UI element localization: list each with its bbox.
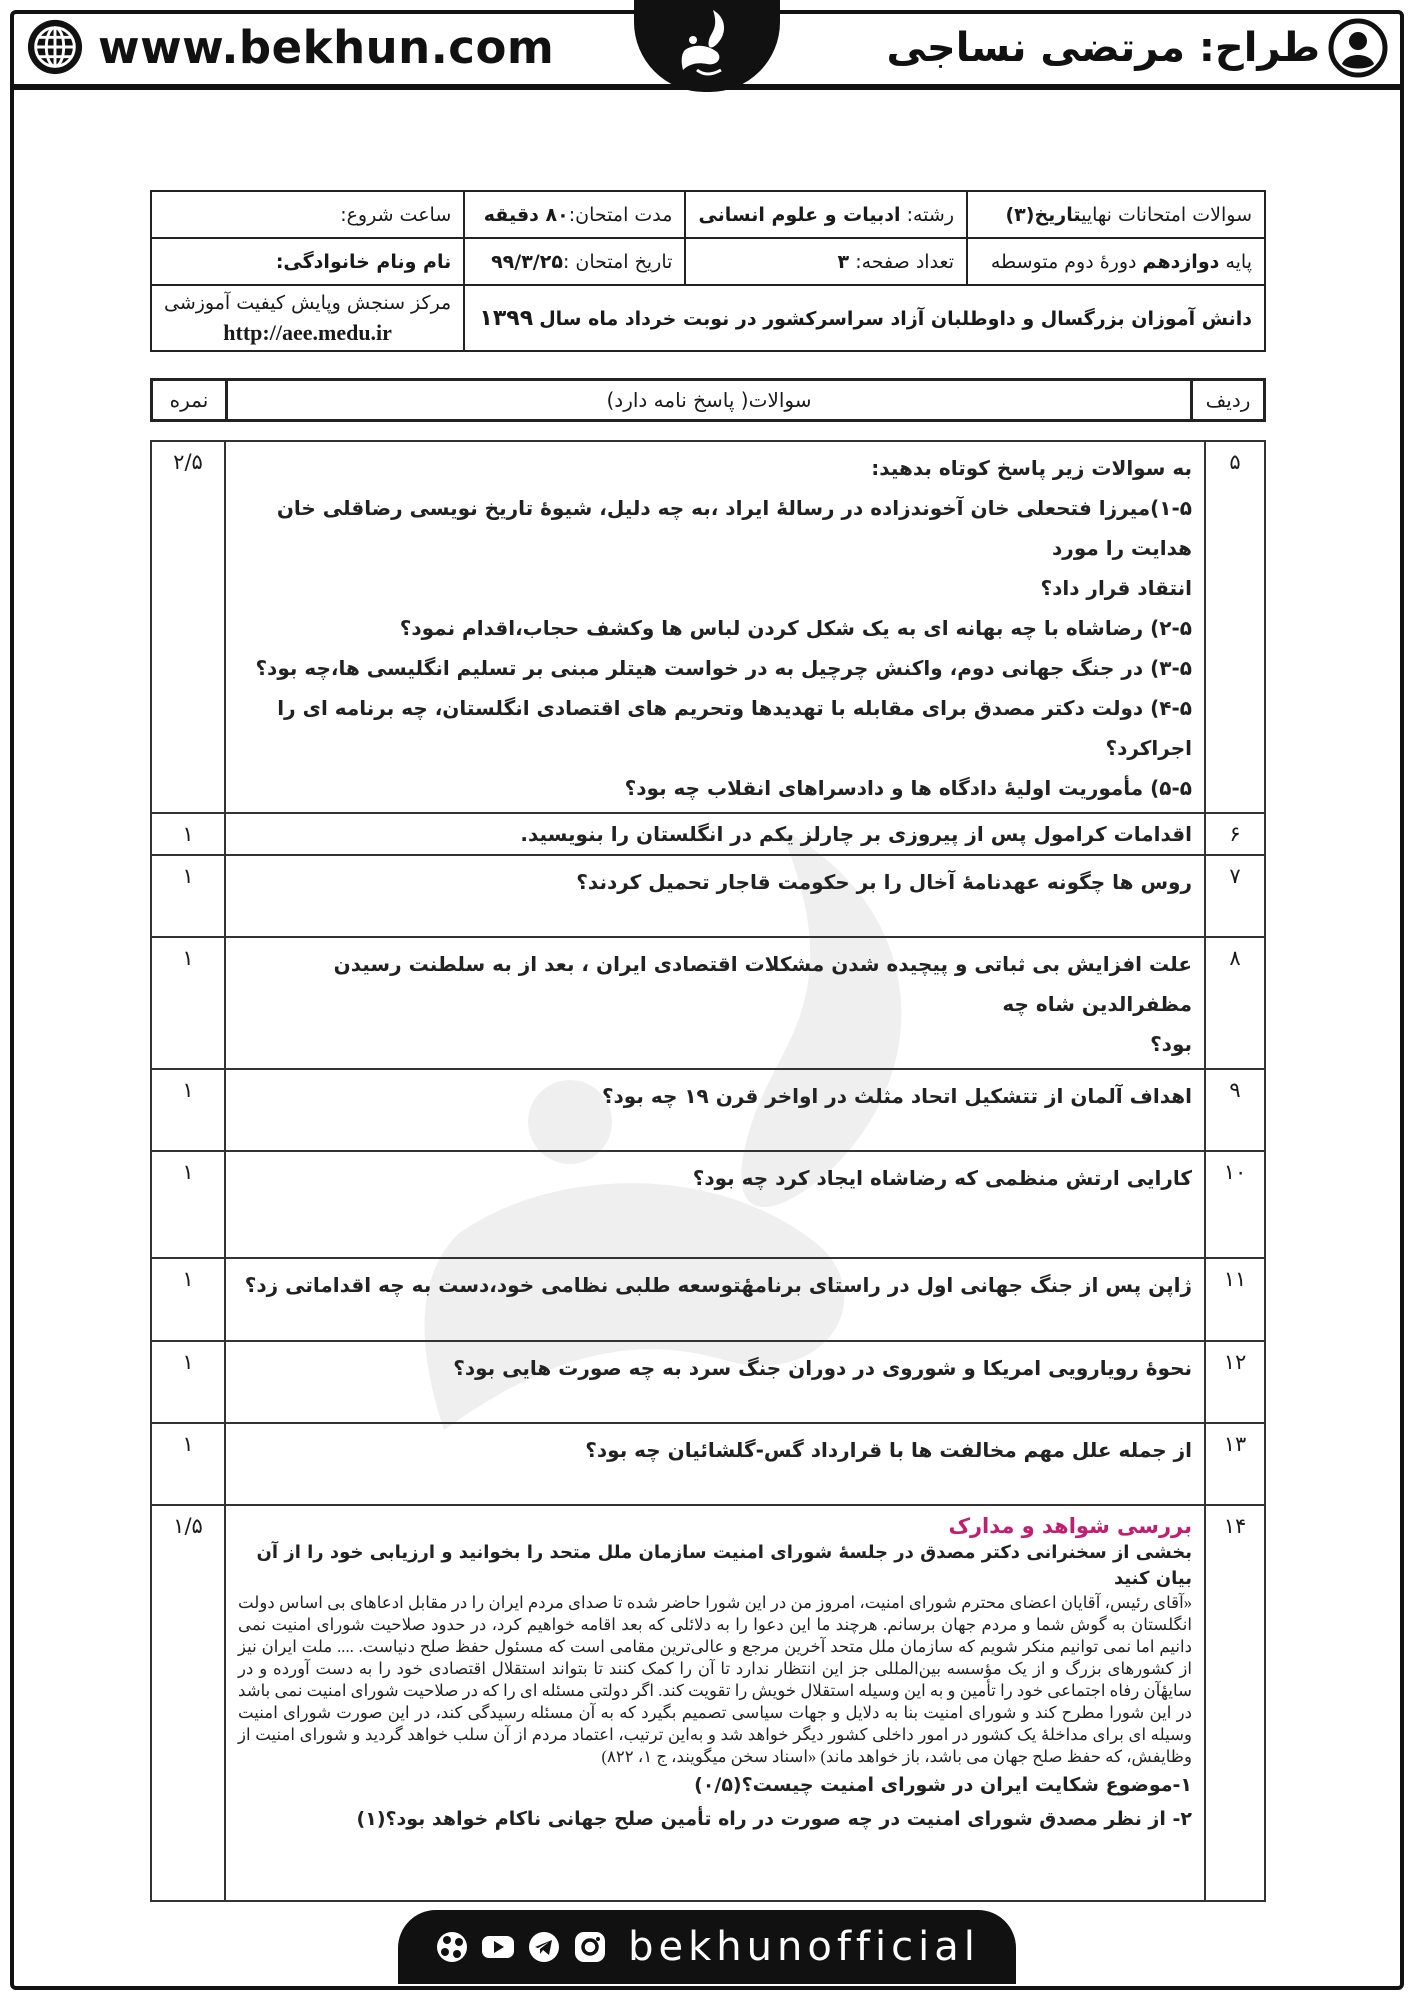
date-cell	[464, 238, 685, 285]
date-value: ۹۹/۳/۲۵	[491, 250, 563, 273]
question-line: ۲-۵) رضاشاه با چه بهانه ای به یک شکل کردن لباس ها وکشف حجاب،اقدام نمود؟	[399, 616, 1192, 640]
sub-question: ۲- از نظر مصدق شورای امنیت در چه صورت در راه تأمین صلح جهانی ناکام خواهد بود؟(۱)	[356, 1808, 1192, 1830]
question-line: کارایی ارتش منظمی که رضاشاه ایجاد کرد چه بود؟	[692, 1166, 1192, 1190]
evidence-title: بررسی شواهد و مدارک	[948, 1514, 1192, 1538]
question-score: ۱	[151, 813, 225, 855]
question-line: ۳-۵) در جنگ جهانی دوم، واکنش چرچیل به در خواست هیتلر مبنی بر تسلیم انگلیسی ها،چه بود؟	[255, 656, 1192, 680]
question-line: ۱-۵)میرزا فتحعلی خان آخوندزاده در رسالهٔ ایراد ،به چه دلیل، شیوهٔ تاریخ نویسی رضاقلی خان هدایت را مورد	[276, 496, 1192, 560]
field-cell	[685, 191, 967, 238]
question-line: ژاپن پس از جنگ جهانی اول در راستای برنامهٔتوسعه طلبی نظامی خود،دست به چه اقداماتی زد؟	[244, 1273, 1192, 1297]
exam-subject: تاریخ(۳)	[1005, 203, 1082, 226]
exam-title-cell	[967, 191, 1265, 238]
duration-value: ۸۰ دقیقه	[483, 203, 569, 226]
question-score: ۱	[151, 855, 225, 937]
question-number: ۱۲	[1205, 1341, 1265, 1423]
evidence-paragraph: «آقای رئیس، آقایان اعضای محترم شورای امنیت، امروز من در این شورا حاضر شده تا صدای مردم ایران را در مقابل ادعاهای بی اساس دولت انگلستان به گوش شما و مردم جهان برسانم. هرچند ما این دعوا را به دلائلی که بعد اقامه خواهیم کرد، در حدود صلاحیت شورای امنیت نمی دانیم اما نمی توانیم منکر شویم که سازمان ملل متحد آخرین مرجع و عالی‌ترین مقامی است که مسئول حفظ صلح دنیاست. .... ملت ایران نیز از کشورهای بزرگ و از یک مؤسسه بین‌المللی جز این انتظار ندارد تا آن را کمک کنند تا بتواند استقلال اقتصادی خود را به دست آورده و در سایهٔآن رفاه اجتماعی خود را تأمین و به این وسیله استقلال خویش را تقویت کند. اگر دولتی مسئله ای را که در صلاحیت شورای امنیت نمی باشد در این شورا مطرح کند و شورای امنیت بنا به دلایل و جهات سیاسی تصمیم بگیرد که به آن مسئله رسیدگی کند، در این صورت شورای امنیت وسیله ای برای مداخلهٔ یک کشور در امور داخلی کشور دیگر خواهد شد و به‌این ترتیب، اعتماد مردم از آن سلب خواهد گردید و شورای امنیت از وظایفش، که حفظ صلح جهان می باشد، باز خواهد ماند) «اسناد سخن میگویند، ج ۱، ۸۲۲)	[238, 1593, 1192, 1766]
name-label: نام ونام خانوادگی:	[275, 250, 452, 273]
students-text: دانش آموزان بزرگسال و داوطلبان آزاد سراسرکشور در نوبت خرداد ماه سال	[539, 307, 1252, 330]
question-line: روس ها چگونه عهدنامهٔ آخال را بر حکومت قاجار تحمیل کردند؟	[576, 870, 1192, 894]
header-bar	[0, 0, 1414, 88]
header-divider	[14, 84, 1400, 90]
question-score: ۲/۵	[151, 441, 225, 813]
sub-question: ۱-موضوع شکایت ایران در شورای امنیت چیست؟(۰/۵)	[694, 1774, 1192, 1796]
grade-value: دوازدهم	[1142, 250, 1220, 273]
pages-label: تعداد صفحه:	[855, 250, 954, 273]
question-line: نحوهٔ رویارویی امریکا و شوروی در دوران جنگ سرد به چه صورت هایی بود؟	[453, 1356, 1192, 1380]
question-line: بود؟	[1150, 1032, 1192, 1056]
question-score: ۱	[151, 937, 225, 1069]
question-number: ۱۱	[1205, 1258, 1265, 1341]
question-score: ۱	[151, 1258, 225, 1341]
question-row	[151, 1069, 1265, 1151]
designer-name: طراح: مرتضی نساجی	[886, 25, 1320, 71]
aparat-icon[interactable]	[434, 1929, 470, 1965]
field-value: ادبیات و علوم انسانی	[698, 203, 901, 226]
grade-suffix: دورهٔ دوم متوسطه	[990, 250, 1137, 273]
social-footer	[398, 1910, 1016, 1984]
grade-prefix: پایه	[1225, 250, 1252, 273]
center-url[interactable]: http://aee.medu.ir	[223, 320, 392, 345]
question-row	[151, 937, 1265, 1069]
questions-table	[150, 440, 1266, 1902]
question-row	[151, 1341, 1265, 1423]
center-cell	[151, 285, 464, 351]
social-handle[interactable]: bekhunofficial	[628, 1924, 980, 1970]
question-row	[151, 1505, 1265, 1901]
evidence-intro: بخشی از سخنرانی دکتر مصدق در جلسهٔ شورای امنیت سازمان ملل متحد را بخوانید و ارزیابی خود را از آن بیان کنید	[256, 1542, 1192, 1589]
designer-credit	[886, 18, 1388, 78]
question-text	[225, 1258, 1205, 1341]
question-line: ۵-۵) مأموریت اولیهٔ دادگاه ها و دادسراهای انقلاب چه بود؟	[624, 776, 1192, 800]
site-url: www.bekhun.com	[98, 20, 555, 74]
question-number: ۹	[1205, 1069, 1265, 1151]
question-row	[151, 1151, 1265, 1258]
telegram-icon[interactable]	[526, 1929, 562, 1965]
question-line: اقدامات کرامول پس از پیروزی بر چارلز یکم در انگلستان را بنویسید.	[520, 822, 1192, 846]
question-text	[225, 855, 1205, 937]
duration-cell	[464, 191, 685, 238]
site-link[interactable]	[26, 18, 554, 76]
question-row	[151, 1258, 1265, 1341]
start-time-label: ساعت شروع:	[340, 203, 452, 226]
pages-cell	[685, 238, 967, 285]
question-number: ۱۳	[1205, 1423, 1265, 1505]
date-label: تاریخ امتحان :	[562, 250, 673, 273]
pages-value: ۳	[837, 250, 850, 273]
question-line: به سوالات زیر پاسخ کوتاه بدهید:	[871, 456, 1192, 480]
question-score: ۱	[151, 1341, 225, 1423]
question-row	[151, 813, 1265, 855]
question-number: ۸	[1205, 937, 1265, 1069]
user-icon	[1328, 18, 1388, 78]
youtube-icon[interactable]	[480, 1929, 516, 1965]
question-text	[225, 441, 1205, 813]
question-score: ۱	[151, 1423, 225, 1505]
col-score: نمره	[152, 380, 227, 421]
globe-icon	[26, 18, 84, 76]
question-text	[225, 937, 1205, 1069]
question-line: انتقاد قرار داد؟	[1040, 576, 1192, 600]
question-line: ۴-۵) دولت دکتر مصدق برای مقابله با تهدیدها وتحریم های اقتصادی انگلستان، چه برنامه ای را اجراکرد؟	[277, 696, 1192, 760]
instagram-icon[interactable]	[572, 1929, 608, 1965]
students-year: ۱۳۹۹	[479, 305, 534, 331]
students-cell	[464, 285, 1265, 351]
bekhun-logo-icon	[667, 4, 747, 84]
center-name: مرکز سنجش وپایش کیفیت آموزشی	[164, 292, 452, 314]
exam-info-table	[150, 190, 1266, 352]
question-number: ۱۰	[1205, 1151, 1265, 1258]
question-row	[151, 1423, 1265, 1505]
question-line: از جمله علل مهم مخالفت ها با قرارداد گس-گلشائیان چه بود؟	[585, 1438, 1192, 1462]
question-column-header	[150, 378, 1266, 422]
question-number: ۶	[1205, 813, 1265, 855]
brand-logo	[634, 0, 780, 92]
question-line: اهداف آلمان از تتشکیل اتحاد مثلث در اواخر قرن ۱۹ چه بود؟	[601, 1084, 1192, 1108]
question-score: ۱	[151, 1151, 225, 1258]
question-text	[225, 1423, 1205, 1505]
question-row	[151, 441, 1265, 813]
col-questions: سوالات( پاسخ نامه دارد)	[227, 380, 1192, 421]
question-line: علت افزایش بی ثباتی و پیچیده شدن مشکلات اقتصادی ایران ، بعد از به سلطنت رسیدن مظفرالدین شاه چه	[333, 952, 1192, 1016]
field-label: رشته:	[906, 203, 954, 226]
question-score: ۱	[151, 1069, 225, 1151]
question-text	[225, 1505, 1205, 1901]
question-number: ۱۴	[1205, 1505, 1265, 1901]
name-cell	[151, 238, 464, 285]
exam-title-prefix: سوالات امتحانات نهایی	[1081, 203, 1252, 226]
question-number: ۷	[1205, 855, 1265, 937]
duration-label: مدت امتحان:	[568, 203, 673, 226]
question-text	[225, 1069, 1205, 1151]
question-text	[225, 1151, 1205, 1258]
question-text	[225, 813, 1205, 855]
question-row	[151, 855, 1265, 937]
start-time-cell	[151, 191, 464, 238]
question-score: ۱/۵	[151, 1505, 225, 1901]
question-text	[225, 1341, 1205, 1423]
col-row-number: ردیف	[1192, 380, 1265, 421]
grade-cell	[967, 238, 1265, 285]
question-number: ۵	[1205, 441, 1265, 813]
